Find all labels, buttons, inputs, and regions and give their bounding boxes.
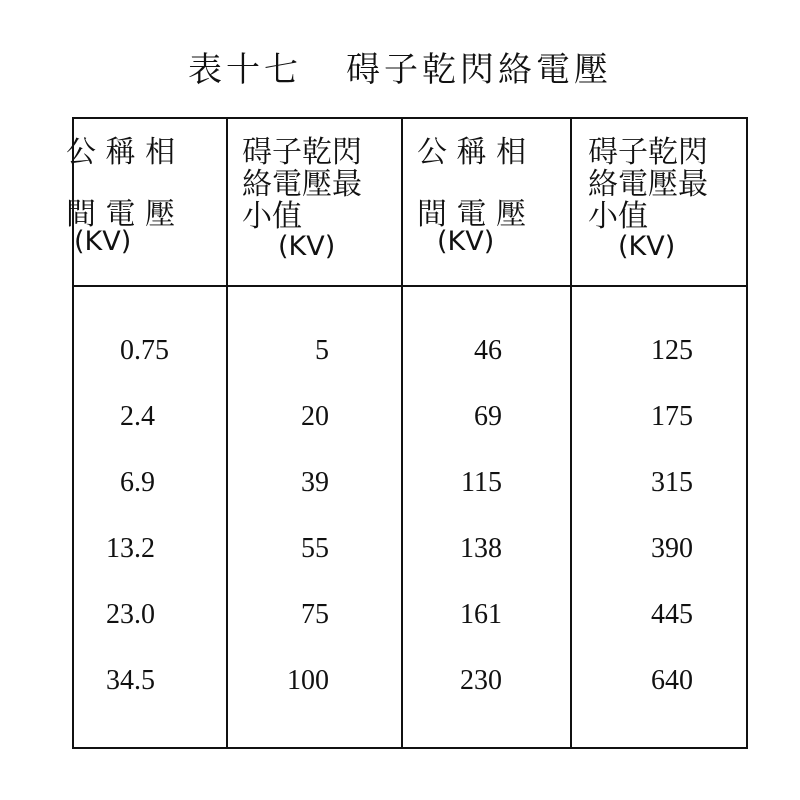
table-title — [0, 42, 800, 91]
header-flashover-2: 碍子乾閃 絡電壓最 小值 (KV) — [588, 135, 708, 262]
header-divider — [74, 285, 746, 287]
column-divider — [226, 119, 228, 747]
table-caption: 碍子乾閃絡電壓 — [346, 50, 612, 90]
header-nominal-voltage-1: 公 稱 相 間 電 壓 (KV) — [66, 135, 176, 257]
header-nominal-voltage-2: 公 稱 相 間 電 壓 (KV) — [417, 135, 527, 257]
header-flashover-1: 碍子乾閃 絡電壓最 小值 (KV) — [242, 135, 362, 262]
voltage-table: 公 稱 相 間 電 壓 (KV) 碍子乾閃 絡電壓最 小值 (KV) 公 稱 相 間 電 壓 (KV) 碍子乾閃 絡電壓最 小值 (KV) 0.75 5 46 125 2.4 20 69 175 6.9 39 115 315 13.2 55 138 390 23.0 75 161 445 34.5 100 230 640 — [72, 117, 748, 749]
table-number: 表十七 — [188, 50, 302, 90]
